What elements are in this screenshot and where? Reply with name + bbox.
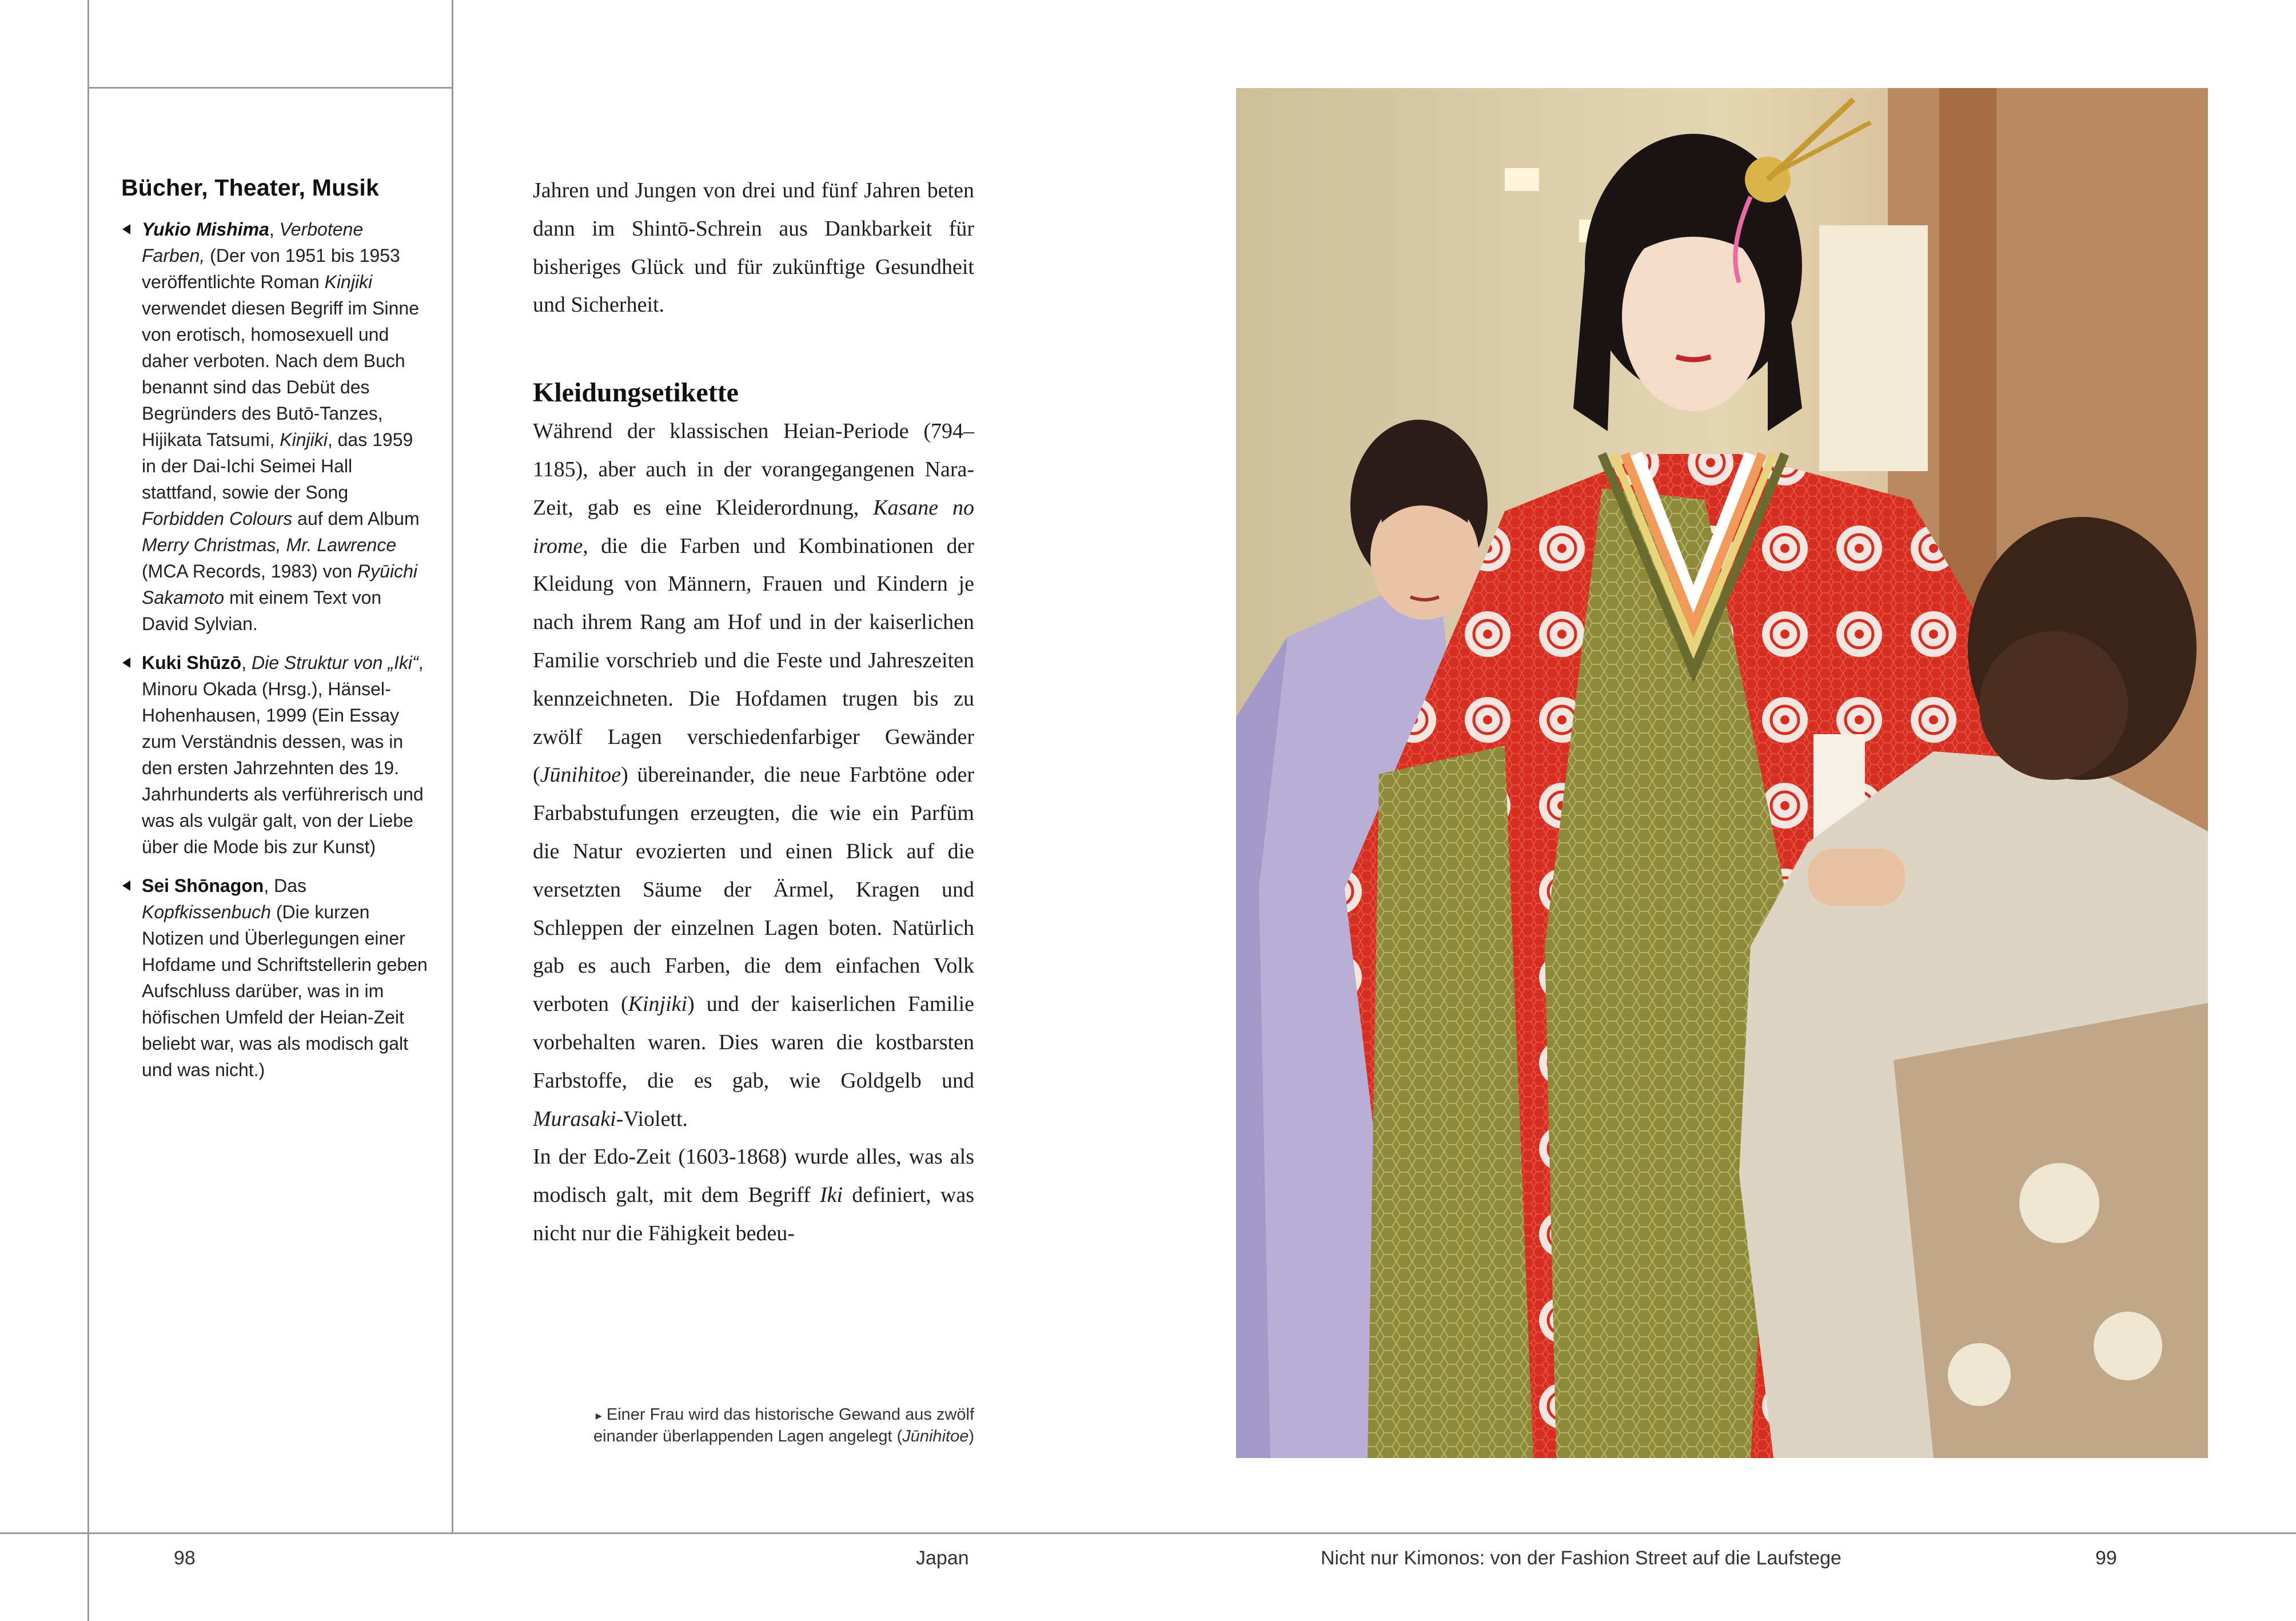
sidebar-top-rule	[87, 87, 453, 89]
sidebar-box	[121, 174, 430, 1096]
item-title: Die Struktur von „Iki“	[252, 652, 418, 673]
kimono-photo	[1236, 88, 2208, 1458]
sidebar-list	[121, 216, 430, 1083]
section-heading: Kleidungsetikette	[533, 377, 739, 408]
sidebar-heading: Bücher, Theater, Musik	[121, 174, 379, 201]
item-author: Sei Shōnagon	[142, 875, 264, 896]
list-item: Kuki Shūzō, Die Struktur von „Iki“, Minoru Okada (Hrsg.), Hänsel-Hohenhausen, 1999 (Ein Essay zum Verständnis dessen, was in den ersten Jahrzehnten des 19. Jahrhunderts als verführerisch und was als vulgär galt, von der Liebe über die Mode bis zur Kunst)	[121, 650, 430, 860]
photo-illustration	[1236, 88, 2208, 1458]
footer-page-left: 98	[174, 1547, 196, 1569]
footer-page-right: 99	[2095, 1547, 2117, 1569]
sidebar-right-rule	[452, 0, 453, 1534]
list-item: Yukio Mishima, Verbotene Farben, (Der von 1951 bis 1953 veröffentlichte Roman Kinjiki verwendet diesen Begriff im Sinne von erotisch, homosexuell und daher verboten. Nach dem Buch benannt sind das Debüt des Begründers des Butō-Tanzes, Hijikata Tatsumi, Kinjiki, das 1959 in der Dai-Ichi Seimei Hall stattfand, sowie der Song Forbidden Colours auf dem Album Merry Christmas, Mr. Lawrence (MCA Records, 1983) von Ryūichi Sakamoto mit einem Text von David Sylvian.	[121, 216, 430, 637]
footer-title-left: Japan	[916, 1547, 969, 1569]
footer-title-right: Nicht nur Kimonos: von der Fashion Street auf die Laufstege	[1321, 1547, 1841, 1569]
photo-caption: ▸ Einer Frau wird das historische Gewand aus zwölf einander überlappenden Lagen angelegt (Jūnihitoe)	[593, 1405, 974, 1445]
caption-arrow-icon: ▸	[595, 1408, 602, 1423]
triangle-bullet-icon	[122, 881, 130, 891]
body-paragraph: Während der klassischen Heian-Periode (794–1185), aber auch in der vorangegangenen Nara-Zeit, gab es eine Kleiderordnung, Kasane no irome, die die Farben und Kombinationen der Kleidung von Männern, Frauen und Kindern je nach ihrem Rang am Hof und in der kaiserlichen Familie vorschrieb und die Feste und Jahreszeiten kennzeichneten. Die Hofdamen trugen bis zu zwölf Lagen verschiedenfarbiger Gewänder (Jūnihitoe) übereinander, die neue Farbtöne oder Farbabstufungen erzeugten, die wie ein Parfüm die Natur evozierten und einen Blick auf die versetzten Säume der Ärmel, Kragen und Schleppen der einzelnen Lagen boten. Natürlich gab es auch Farben, die dem einfachen Volk verboten (Kinjiki) und der kaiserlichen Familie vorbehalten waren. Dies waren die kostbarsten Farbstoffe, die es gab, wie Goldgelb und Murasaki-Violett.	[533, 419, 975, 1131]
item-author: Yukio Mishima	[142, 219, 269, 240]
list-item: Sei Shōnagon, Das Kopfkissenbuch (Die kurzen Notizen und Überlegungen einer Hofdame und Schriftstellerin geben Aufschluss darüber, was in im höfischen Umfeld der Heian-Zeit beliebt war, was als modisch galt und was nicht.)	[121, 873, 430, 1083]
item-author: Kuki Shūzō	[142, 652, 242, 673]
triangle-bullet-icon	[122, 224, 130, 234]
main-text-column	[533, 172, 974, 1253]
triangle-bullet-icon	[122, 658, 130, 668]
intro-paragraph: Jahren und Jungen von drei und fünf Jahren beten dann im Shintō-Schrein aus Dankbarkeit für bisheriges Glück und für zukünftige Gesundheit und Sicherheit.	[533, 178, 974, 317]
footer-rule	[0, 1532, 2296, 1534]
sidebar-left-rule	[87, 0, 89, 1621]
body-paragraph: In der Edo-Zeit (1603-1868) wurde alles, was als modisch galt, mit dem Begriff Iki definiert, was nicht nur die Fähigkeit bedeu-	[533, 1145, 974, 1245]
item-title: Kopfkissenbuch	[142, 902, 271, 922]
item-title: Verbotene Farben,	[142, 219, 364, 266]
